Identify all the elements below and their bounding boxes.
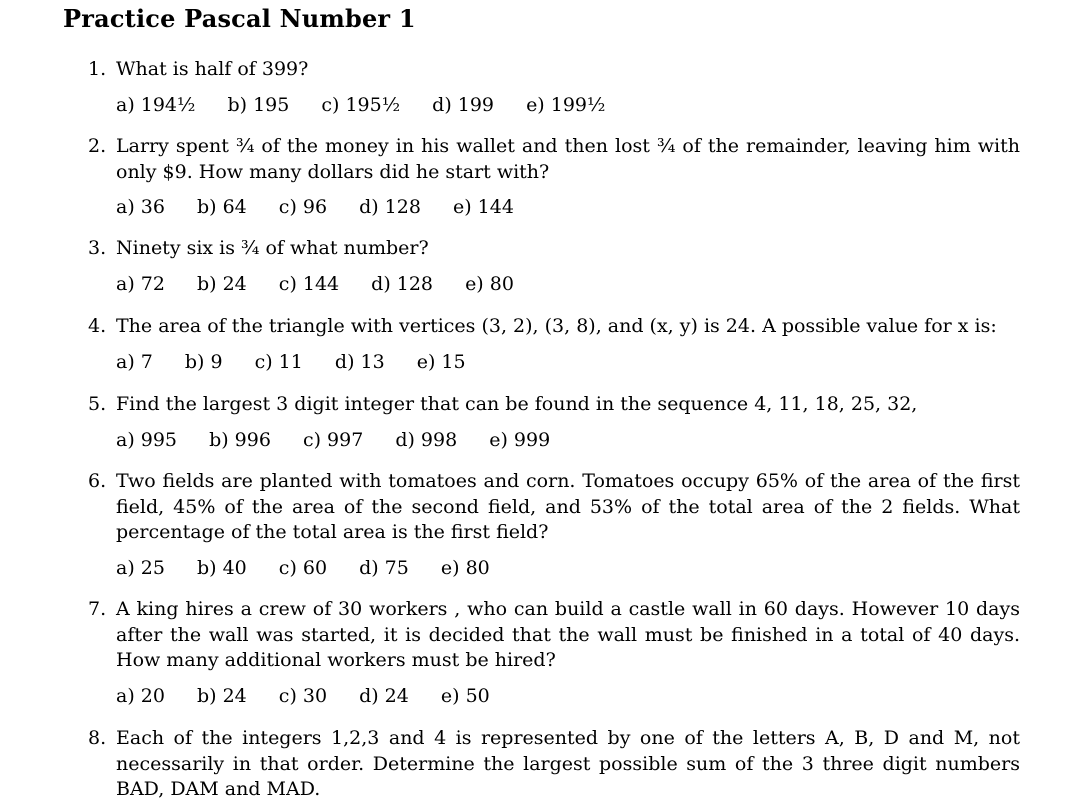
answer-options [116,684,1020,708]
problem-6 [88,469,1020,580]
option-d: d) 24 [359,684,409,707]
option-a: a) 36 [116,196,165,218]
answer-options [116,93,1020,117]
option-c: c) 11 [254,350,303,373]
option-e: e) 144 [452,196,514,218]
problem-1 [88,57,1020,117]
option-c: c) 144 [278,272,340,295]
option-d: d) 199 [432,93,495,116]
option-b: b) 24 [196,684,247,707]
option-e: e) 80 [440,556,490,579]
option-b: b) 9 [184,350,223,373]
problem-text: Find the largest 3 digit integer that can be found in the sequence 4, 11, 18, 25, 32, [116,393,918,415]
option-e: e) 999 [489,428,551,451]
problem-4 [88,314,1020,374]
option-b: b) 996 [209,428,271,451]
problem-5 [88,392,1020,452]
option-a: a) 20 [116,684,165,707]
option-d: d) 13 [334,350,385,373]
answer-options [116,428,1020,452]
option-e: e) 80 [465,272,514,295]
option-d: d) 75 [359,556,409,579]
option-b: b) 40 [196,556,247,579]
option-c: c) 195½ [321,93,401,116]
problem-number: 6. [88,470,107,492]
problem-text: Larry spent ¾ of the money in his wallet and then lost ¾ of the remainder, leaving him with only $9. How many dollars did he start with? [116,135,1020,183]
problem-number: 5. [88,393,107,415]
option-a: a) 25 [116,556,165,579]
option-e: e) 199½ [526,93,606,116]
option-e: e) 15 [416,350,466,373]
problem-text: Ninety six is ¾ of what number? [116,237,429,259]
page-title: Practice Pascal Number 1 [63,4,416,33]
option-c: c) 96 [278,196,328,218]
problem-number: 3. [88,237,107,259]
problem-number: 2. [88,135,107,157]
option-a: a) 72 [116,272,165,295]
option-a: a) 7 [116,350,153,373]
option-b: b) 64 [196,196,247,218]
problem-text: The area of the triangle with vertices (3, 2), (3, 8), and (x, y) is 24. A possible value for x is: [116,315,997,337]
option-c: c) 60 [278,556,328,579]
problem-text: Two fields are planted with tomatoes and corn. Tomatoes occupy 65% of the area of the first field, 45% of the area of the second field, and 53% of the total area of the 2 fields. What percentage of the total area is the first field? [116,470,1020,543]
option-b: b) 24 [196,272,247,295]
option-d: d) 128 [359,196,421,218]
option-d: d) 128 [371,272,434,295]
answer-options [116,195,1020,219]
option-b: b) 195 [227,93,290,116]
problem-7 [88,597,1020,708]
answer-options [116,350,1020,374]
option-e: e) 50 [440,684,490,707]
problem-3 [88,236,1020,296]
problem-number: 1. [88,58,107,80]
option-a: a) 995 [116,428,178,451]
problem-text: Each of the integers 1,2,3 and 4 is represented by one of the letters A, B, D and M, not necessarily in that order. Determine the largest possible sum of the 3 three digit numbers BAD, DAM and MAD. [116,727,1020,800]
problem-number: 7. [88,598,107,620]
problem-number: 4. [88,315,107,337]
problem-8 [88,726,1020,803]
answer-options [116,272,1020,296]
option-d: d) 998 [395,428,458,451]
answer-options [116,556,1020,580]
option-a: a) 194½ [116,93,196,116]
problem-text: A king hires a crew of 30 workers , who can build a castle wall in 60 days. However 10 days after the wall was started, it is decided that the wall must be finished in a total of 40 days. How many additional workers must be hired? [116,598,1020,671]
problem-2 [88,134,1020,219]
problem-number: 8. [88,727,107,749]
option-c: c) 30 [278,684,328,707]
option-c: c) 997 [302,428,364,451]
problem-text: What is half of 399? [116,58,309,80]
